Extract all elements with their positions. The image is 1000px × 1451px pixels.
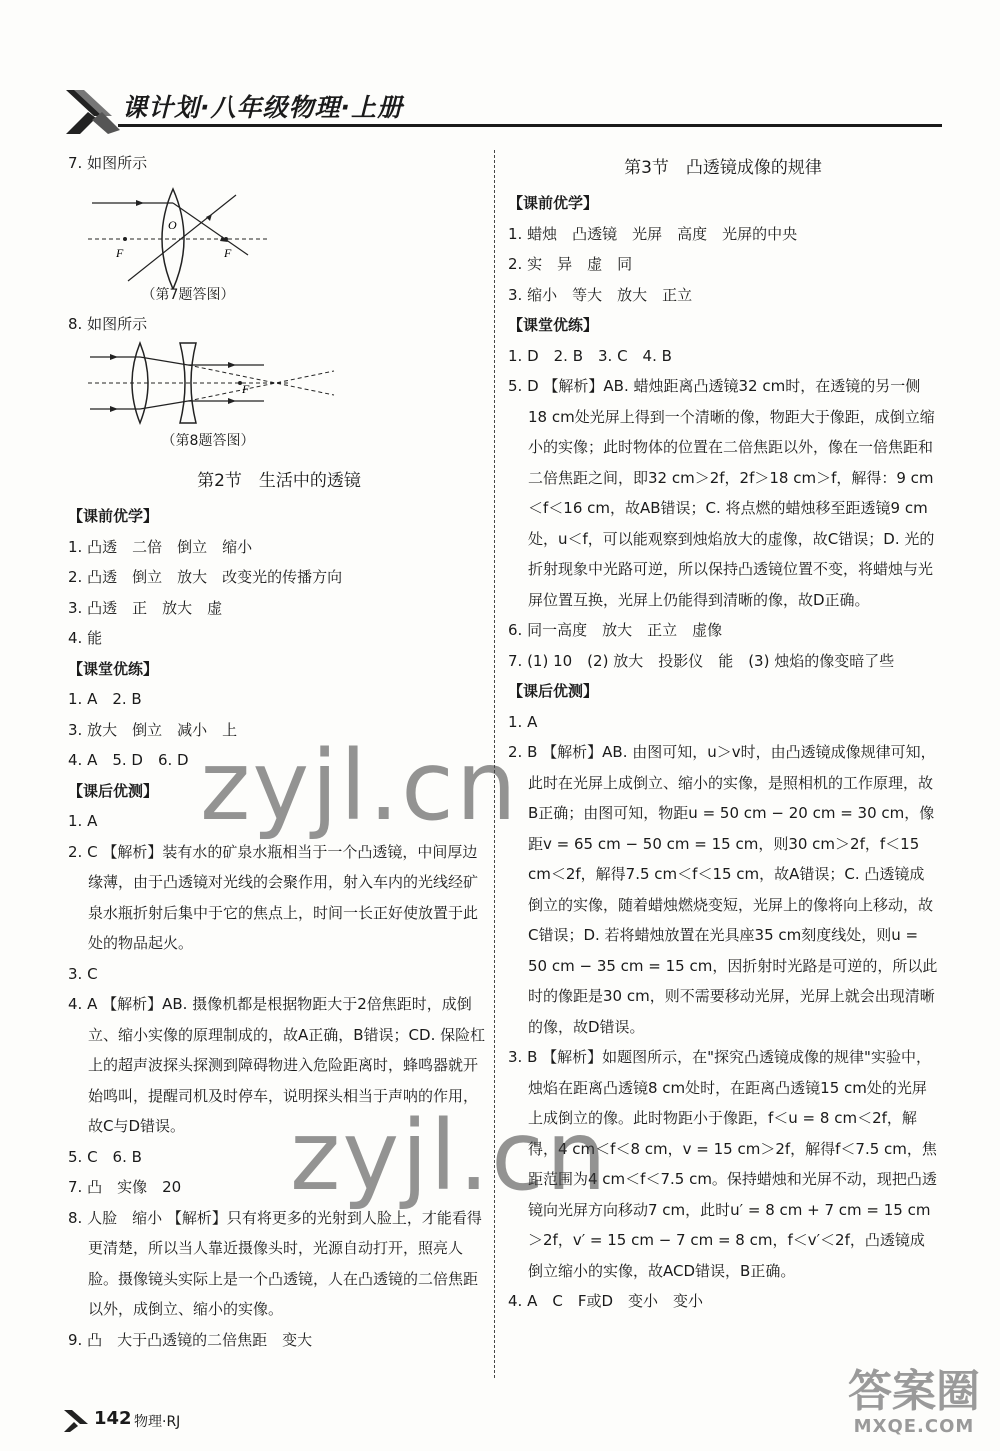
footer-logo-icon [62, 1408, 92, 1434]
figure-8 [68, 339, 490, 461]
answer-line: 1. A 2. B [68, 690, 142, 708]
column-divider [494, 150, 495, 1378]
answer-paragraph: 5. D 【解析】AB. 蜡烛距离凸透镜32 cm时，在透镜的另一侧18 cm处光屏上得到一个清晰的像，物距大于像距，成倒立缩小的实像；此时物体的位置在二倍焦距以外，像在一倍焦距和二倍焦距之间，即32 cm＞2f，2f＞18 cm＞f，解得：9 cm＜f＜16 cm，故AB错误；C. 将点燃的蜡烛移至距透镜9 cm处，u＜f，可以能观察到烛焰放大的虚像，故C错误；D. 光的折射现象中光路可逆，所以保持凸透镜位置不变，将蜡烛与光屏位置互换，光屏上仍能得到清晰的像，故D正确。 [508, 377, 935, 609]
focal-point-right [224, 237, 228, 241]
answer-line: 1. A [508, 712, 538, 731]
answer-line: 4. A C F或D 变小 变小 [508, 1292, 703, 1310]
answer-line: 9. 凸 大于凸透镜的二倍焦距 变大 [68, 1330, 313, 1349]
page-header [62, 78, 942, 138]
figure-8-caption: （第8题答图） [161, 433, 255, 449]
answer-paragraph: 2. C 【解析】装有水的矿泉水瓶相当于一个凸透镜，中间厚边缘薄，由于凸透镜对光线的会聚作用，射入车内的光线经矿泉水瓶折射后集中于它的焦点上，时间一长正好使放置于此处的物品起火。 [68, 842, 479, 952]
answer-line: 2. 实 异 虚 同 [508, 255, 633, 273]
answer-line: 1. 蜡烛 凸透镜 光屏 高度 光屏的中央 [508, 224, 798, 243]
answer-line: 7. 凸 实像 20 [68, 1178, 182, 1196]
label-F-right: F [224, 245, 232, 260]
convex-lens-ray-diagram [88, 181, 288, 289]
header-title: 课计划·八年级物理·上册 [122, 93, 403, 122]
lens-combination-diagram [88, 339, 338, 433]
label-F: F [242, 382, 250, 396]
section-3-heading: 第3节 凸透镜成像的规律 [624, 158, 822, 178]
answer-line: 1. 凸透 二倍 倒立 缩小 [68, 537, 253, 556]
header-rule [118, 124, 942, 127]
figure-7-caption: （第7题答图） [141, 286, 235, 303]
answer-paragraph: 4. A 【解析】AB. 摄像机都是根据物距大于2倍焦距时，成倒立、缩小实像的原理制成的，故A正确，B错误；CD. 保险杠上的超声波探头探测到障碍物进入危险距离时，蜂鸣器就开始鸣叫，提醒司机及时停车，说明探头相当于声呐的作用，故C与D错误。 [68, 995, 486, 1135]
answer-line: 3. 缩小 等大 放大 正立 [508, 285, 693, 304]
book-logo-icon [62, 86, 122, 138]
answer-paragraph: 8. 人脸 缩小 【解析】只有将更多的光射到人脸上，才能看得更清楚，所以当人靠近摄像头时，光源自动打开，照亮人脸。摄像镜头实际上是一个凸透镜，人在凸透镜的二倍焦距以外，成倒立、缩小的实像。 [68, 1208, 482, 1318]
figure-7 [68, 179, 490, 309]
focal-point-left [123, 237, 127, 241]
corner-watermark-title: 答案圈 [848, 1366, 980, 1417]
right-column [508, 148, 938, 1317]
answer-line: 3. 放大 倒立 减小 上 [68, 720, 238, 739]
answer-paragraph: 2. B 【解析】AB. 由图可知，u＞v时，由凸透镜成像规律可知，此时在光屏上成倒立、缩小的实像，是照相机的工作原理，故B正确；由图可知，物距u = 50 cm − 20 cm = 30 cm，像距v = 65 cm − 50 cm = 15 cm，则30 cm＞2f，f＜15 cm＜2f，解得7.5 cm＜f＜15 cm，故A错误；C. 凸透镜成倒立的实像，随着蜡烛燃烧变短，光屏上的像将向上移动，故C错误；D. 若将蜡烛放置在光具座35 cm刻度线处，则u = 50 cm − 35 cm = 15 cm，因折射时光路是可逆的，所以此时的像距是30 cm，则不需要移动光屏，光屏上就会出现清晰的像，故D错误。 [508, 743, 938, 1036]
ray-through-center [128, 195, 236, 281]
answer-line: 4. 能 [68, 629, 103, 647]
in-class-title: 【课堂优练】 [508, 316, 599, 334]
page-number: 142 [94, 1408, 132, 1429]
left-column [68, 148, 490, 1355]
answer-line: 2. 凸透 倒立 放大 改变光的传播方向 [68, 568, 343, 586]
answer-line: 5. C 6. B [68, 1147, 142, 1166]
section-2-heading: 第2节 生活中的透镜 [197, 471, 361, 491]
answer-line: 1. A [68, 812, 98, 830]
answer-line: 4. A 5. D 6. D [68, 751, 189, 769]
after-class-title: 【课后优测】 [68, 781, 159, 800]
in-class-title: 【课堂优练】 [68, 659, 159, 678]
question-8-label: 8. 如图所示 [68, 314, 148, 333]
corner-watermark [848, 1368, 980, 1437]
pre-class-title: 【课前优学】 [508, 194, 599, 212]
answer-paragraph: 3. B 【解析】如题图所示，在"探究凸透镜成像的规律"实验中，烛焰在距离凸透镜8 cm处时，在距离凸透镜15 cm处的光屏上成倒立的像。此时物距小于像距，f＜u = 8 cm＜2f，解得，4 cm＜f＜8 cm，v = 15 cm＞2f，解得f＜7.5 cm，焦距范围为4 cm＜f＜7.5 cm。保持蜡烛和光屏不动，现把凸透镜向光屏方向移动7 cm，此时u′ = 8 cm + 7 cm = 15 cm＞2f，v′ = 15 cm − 7 cm = 8 cm，f＜v′＜2f，凸透镜成倒立缩小的实像，故ACD错误，B正确。 [508, 1048, 937, 1280]
label-F-left: F [116, 245, 124, 260]
after-class-title: 【课后优测】 [508, 682, 599, 700]
corner-watermark-url: MXQE.COM [853, 1416, 975, 1437]
answer-line: 7. (1) 10 (2) 放大 投影仪 能 (3) 烛焰的像变暗了些 [508, 651, 895, 670]
watermark-text: zyjl.cn [200, 730, 519, 842]
footer-subject: 物理·RJ [134, 1414, 181, 1430]
answer-line: 3. 凸透 正 放大 虚 [68, 598, 223, 617]
pre-class-title: 【课前优学】 [68, 507, 159, 525]
label-O: O [168, 217, 177, 232]
watermark-text: zyjl.cn [290, 1100, 609, 1212]
answer-line: 1. D 2. B 3. C 4. B [508, 346, 672, 365]
question-7-label: 7. 如图所示 [68, 154, 148, 172]
answer-line: 3. C [68, 964, 98, 983]
answer-line: 6. 同一高度 放大 正立 虚像 [508, 621, 723, 639]
